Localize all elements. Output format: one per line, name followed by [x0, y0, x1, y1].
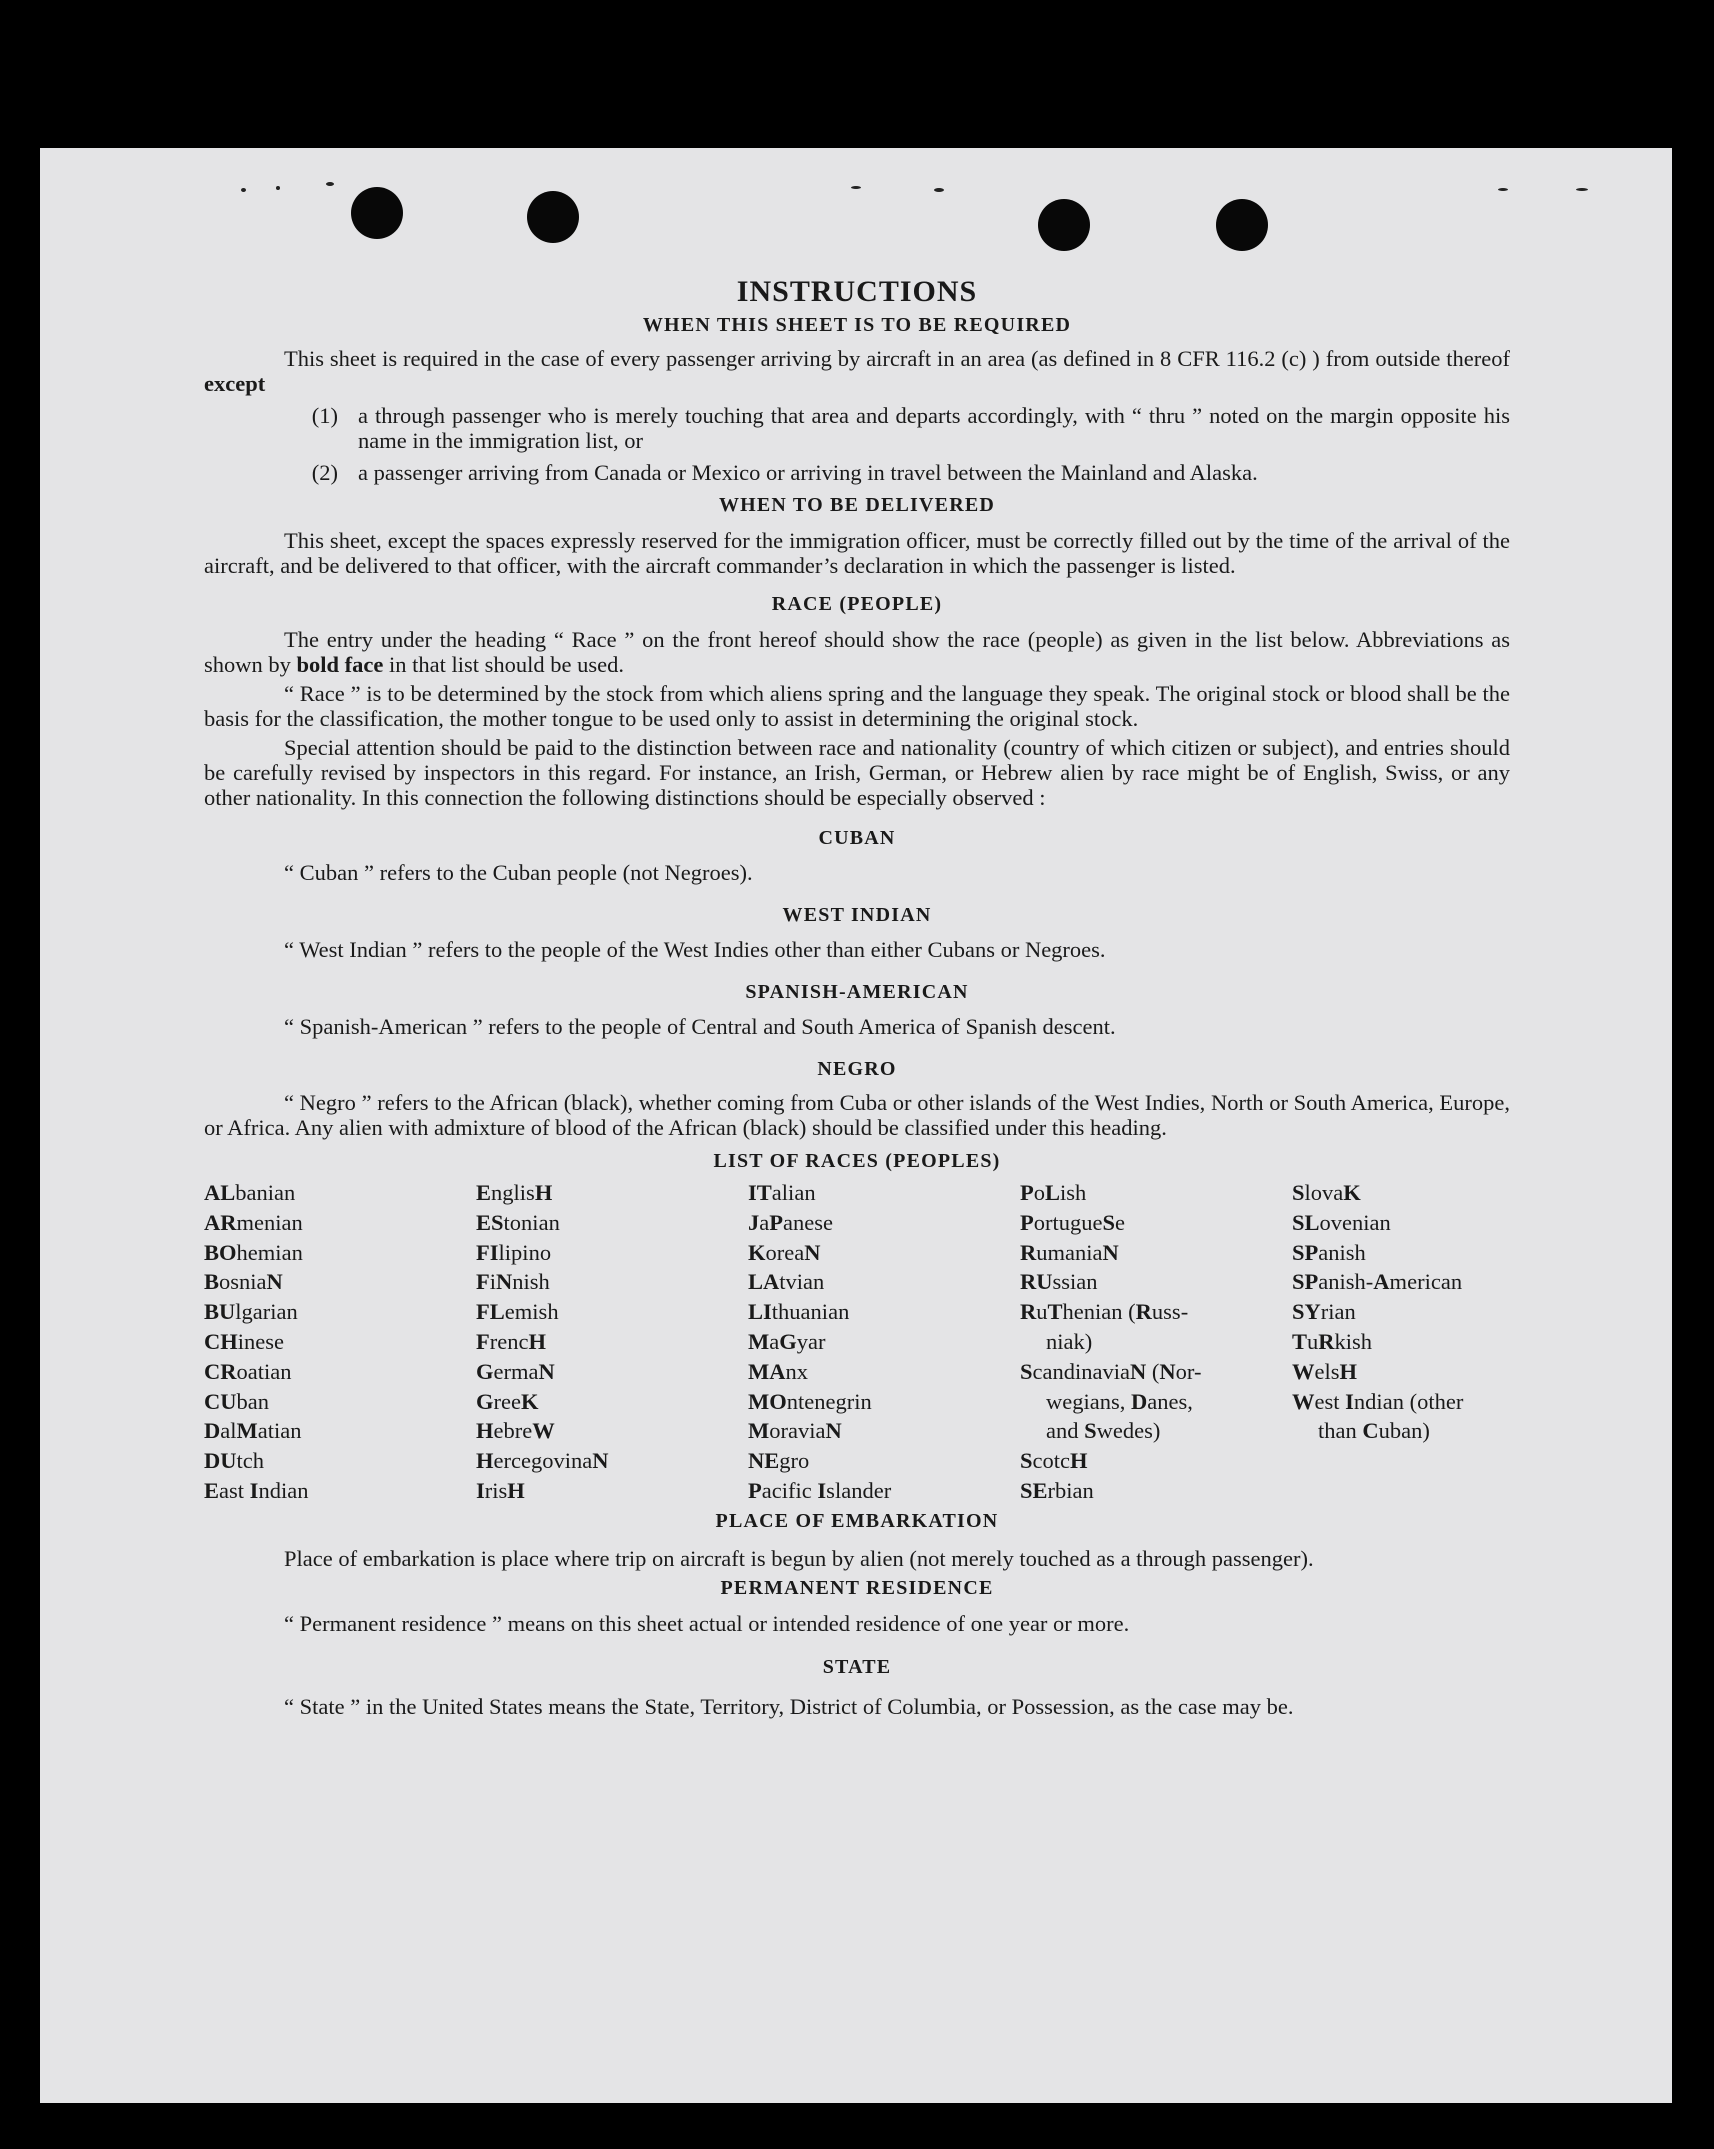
race-entry: FLemish: [476, 1299, 559, 1325]
race-entry: SYrian: [1292, 1299, 1356, 1325]
race-entry: SPanish: [1292, 1239, 1366, 1265]
race-entry: West Indian (other: [1292, 1388, 1464, 1414]
race-entry: RUssian: [1020, 1269, 1098, 1295]
races-list: [204, 1178, 1510, 1506]
list-item: [204, 460, 1510, 485]
section-heading-embarkation: PLACE OF EMBARKATION: [715, 1509, 999, 1532]
race-entry: DUtch: [204, 1448, 265, 1474]
speck: [1576, 188, 1588, 191]
race-entry: RumaniaN: [1020, 1239, 1119, 1265]
races-column-5: [1292, 1178, 1564, 1506]
race-entry: WelsH: [1292, 1358, 1358, 1384]
race-entry: IrisH: [476, 1477, 525, 1503]
race-entry: PoLish: [1020, 1180, 1087, 1205]
punch-hole: [351, 187, 403, 239]
race-entry: HebreW: [476, 1418, 555, 1444]
race-entry: NEgro: [748, 1448, 810, 1474]
race-entry: FIlipino: [476, 1239, 552, 1265]
race-entry: wegians, Danes,: [1046, 1388, 1193, 1414]
required-intro-text: This sheet is required in the case of every passenger arriving by aircraft in an area (as defined in 8 CFR 116.2 (c) ) from outside thereof: [284, 346, 1510, 371]
race-entry: TuRkish: [1292, 1328, 1373, 1354]
race-entry: SlovaK: [1292, 1180, 1361, 1205]
section-heading-races-list: LIST OF RACES (PEOPLES): [713, 1150, 1001, 1172]
races-column-4: [1020, 1178, 1292, 1506]
race-entry: KoreaN: [748, 1239, 821, 1265]
item-text: a through passenger who is merely touching that area and departs accordingly, with “ thru ” noted on the margin opposite his name in the immigration list, or: [358, 403, 1510, 453]
page-title: INSTRUCTIONS: [736, 275, 978, 308]
race-entry: LAtvian: [748, 1269, 825, 1295]
race-paragraph-1: [204, 627, 1510, 677]
race-entry: JaPanese: [748, 1209, 834, 1235]
speck: [934, 188, 944, 192]
race-entry: LIthuanian: [748, 1299, 850, 1325]
punch-hole: [1038, 199, 1090, 251]
speck: [1498, 188, 1508, 191]
race-entry: SLovenian: [1292, 1209, 1391, 1235]
race-entry: FiNnish: [476, 1269, 550, 1295]
section-heading-residence: PERMANENT RESIDENCE: [720, 1576, 994, 1599]
race-entry: ScotcH: [1020, 1448, 1088, 1474]
race-entry: MaGyar: [748, 1328, 826, 1354]
embarkation-text: Place of embarkation is place where trip on aircraft is begun by alien (not merely touched as a through passenger).: [284, 1545, 1314, 1571]
race-entry: than Cuban): [1318, 1418, 1430, 1444]
race-paragraph-3: Special attention should be paid to the distinction between race and nationality (country of which citizen or subject), and entries should be carefully revised by inspectors in this regard. For instance, an Irish, German, or Hebrew alien by race might be of English, Swiss, or any other nationality. In this connection the following distinctions should be especially observed :: [204, 735, 1510, 810]
required-intro: [204, 346, 1510, 396]
item-number: (2): [311, 460, 338, 485]
section-heading-required: WHEN THIS SHEET IS TO BE REQUIRED: [642, 314, 1072, 336]
race-entry: CRoatian: [204, 1358, 292, 1384]
race-paragraph-2: “ Race ” is to be determined by the stock from which aliens spring and the language they speak. The original stock or blood shall be the basis for the classification, the mother tongue to be used only to assist in determining the original stock.: [204, 681, 1510, 731]
speck: [276, 186, 280, 190]
race-entry: SPanish-American: [1292, 1269, 1463, 1295]
race-entry: ITalian: [748, 1180, 816, 1205]
race-p1-bold: bold face: [296, 652, 384, 677]
race-p1-text: The entry under the heading “ Race ” on the front hereof should show the race (people) as given in the list below. Abbreviations as shown by: [204, 627, 1510, 677]
section-heading-spanish-american: SPANISH-AMERICAN: [745, 981, 969, 1003]
item-text: a passenger arriving from Canada or Mexico or arriving in travel between the Mainland and Alaska.: [358, 460, 1258, 485]
section-heading-cuban: CUBAN: [818, 827, 896, 849]
race-p1-tail: in that list should be used.: [383, 652, 625, 677]
race-entry: CUban: [204, 1388, 269, 1414]
negro-text: “ Negro ” refers to the African (black), whether coming from Cuba or other islands of the West Indies, North or South America, Europe, or Africa. Any alien with admixture of blood of the African (black) should be classified under this heading.: [204, 1090, 1510, 1140]
race-entry: and Swedes): [1046, 1418, 1161, 1444]
race-entry: RuThenian (Russ-: [1020, 1299, 1189, 1325]
section-heading-west-indian: WEST INDIAN: [782, 904, 932, 926]
list-item: [204, 403, 1510, 453]
race-entry: GreeK: [476, 1388, 539, 1414]
race-entry: BosniaN: [204, 1269, 283, 1295]
speck: [326, 182, 334, 186]
punch-hole: [527, 191, 579, 243]
race-entry: HercegovinaN: [476, 1448, 609, 1474]
race-entry: PortugueSe: [1020, 1209, 1126, 1235]
races-column-1: [204, 1178, 476, 1506]
races-column-2: [476, 1178, 748, 1506]
west-indian-text: “ West Indian ” refers to the people of the West Indies other than either Cubans or Negroes.: [284, 937, 1106, 962]
race-entry: SErbian: [1020, 1477, 1094, 1503]
race-entry: MOntenegrin: [748, 1388, 872, 1414]
race-entry: EnglisH: [476, 1180, 553, 1205]
item-number: (1): [311, 403, 338, 428]
race-entry: niak): [1046, 1328, 1093, 1354]
race-entry: MAnx: [748, 1358, 808, 1384]
race-entry: BOhemian: [204, 1239, 303, 1265]
section-heading-state: STATE: [822, 1655, 892, 1678]
punch-hole: [1216, 199, 1268, 251]
race-entry: DalMatian: [204, 1418, 302, 1444]
race-entry: GermaN: [476, 1358, 555, 1384]
section-heading-race: RACE (PEOPLE): [771, 593, 943, 615]
race-entry: BUlgarian: [204, 1299, 298, 1325]
cuban-text: “ Cuban ” refers to the Cuban people (not Negroes).: [284, 860, 753, 885]
race-entry: ALbanian: [204, 1180, 296, 1205]
delivered-text: This sheet, except the spaces expressly reserved for the immigration officer, must be correctly filled out by the time of the arrival of the aircraft, and be delivered to that officer, with the aircraft commander’s declaration in which the passenger is listed.: [204, 528, 1510, 578]
residence-text: “ Permanent residence ” means on this sheet actual or intended residence of one year or more.: [284, 1610, 1130, 1636]
instructions-content: [204, 272, 1510, 1724]
state-text: “ State ” in the United States means the State, Territory, District of Columbia, or Possession, as the case may be.: [284, 1693, 1294, 1719]
race-entry: MoraviaN: [748, 1418, 842, 1444]
speck: [851, 186, 861, 189]
race-entry: ScandinaviaN (Nor-: [1020, 1358, 1202, 1384]
race-entry: CHinese: [204, 1328, 285, 1354]
section-heading-delivered: WHEN TO BE DELIVERED: [718, 494, 996, 516]
race-entry: East Indian: [204, 1477, 309, 1503]
races-column-3: [748, 1178, 1020, 1506]
race-entry: Pacific Islander: [748, 1477, 892, 1503]
race-entry: ARmenian: [204, 1209, 303, 1235]
required-intro-except: except: [204, 371, 266, 396]
race-entry: FrencH: [476, 1328, 547, 1354]
speck: [241, 188, 246, 192]
spanish-american-text: “ Spanish-American ” refers to the people of Central and South America of Spanish descent.: [284, 1014, 1116, 1039]
section-heading-negro: NEGRO: [817, 1058, 897, 1080]
race-entry: EStonian: [476, 1209, 560, 1235]
